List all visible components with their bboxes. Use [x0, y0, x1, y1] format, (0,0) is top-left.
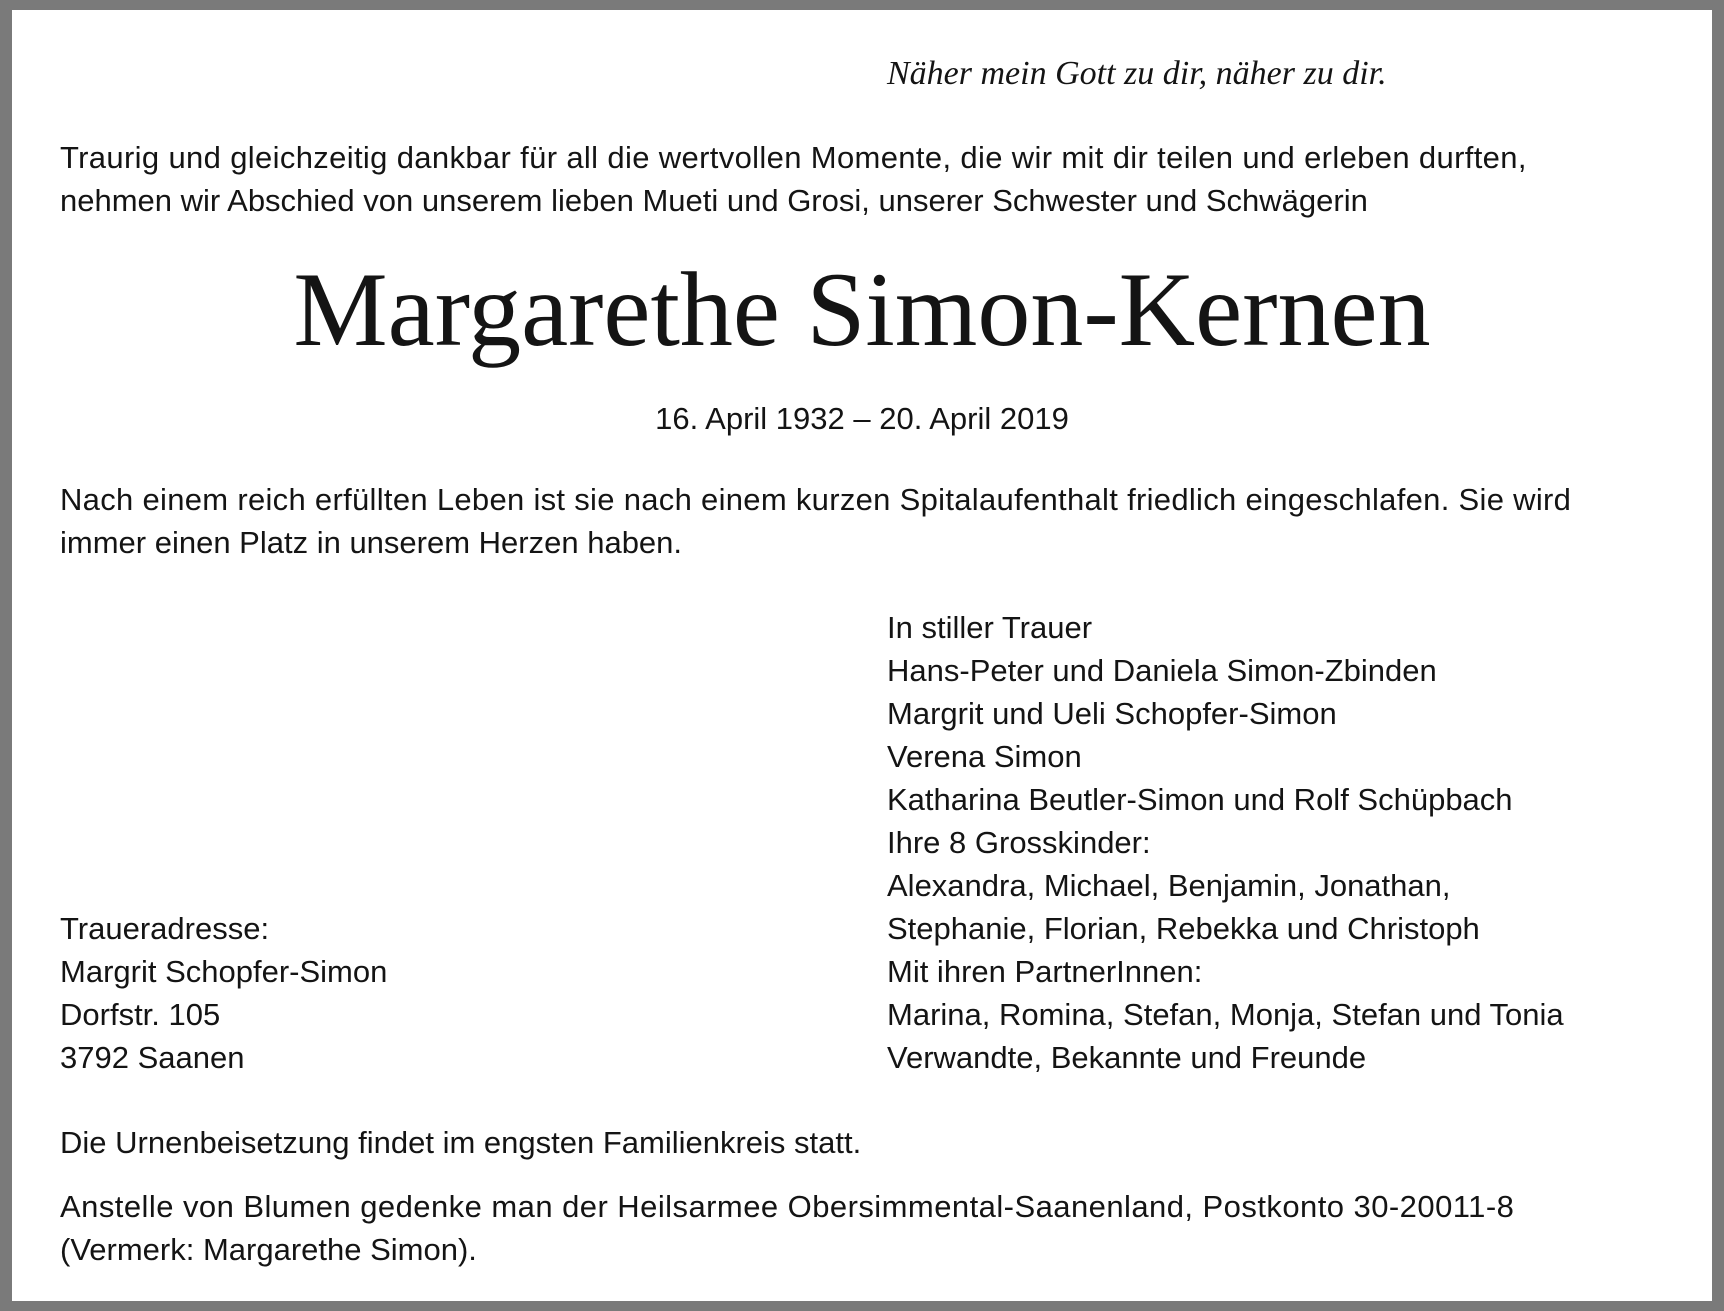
mourner-line: Verwandte, Bekannte und Freunde [887, 1040, 1367, 1075]
body-line: Nach einem reich erfüllten Leben ist sie nach einem kurzen Spitalaufenthalt friedlich eingeschlafen. Sie wird [60, 482, 1572, 517]
mourner-line: Alexandra, Michael, Benjamin, Jonathan, [887, 868, 1451, 903]
address-heading: Traueradresse: [60, 911, 270, 946]
mourners-list [887, 606, 1564, 1079]
mourner-line: Margrit und Ueli Schopfer-Simon [887, 696, 1337, 731]
mourning-address [60, 907, 387, 1079]
mourner-line: Marina, Romina, Stefan, Monja, Stefan und Tonia [887, 997, 1564, 1032]
donation-paragraph [60, 1185, 1674, 1271]
donation-line: (Vermerk: Margarethe Simon). [60, 1232, 477, 1267]
intro-line: Traurig und gleichzeitig dankbar für all die wertvollen Momente, die wir mit dir teilen und erleben durften, [60, 140, 1527, 175]
obituary-notice [12, 10, 1712, 1301]
mourner-line: Hans-Peter und Daniela Simon-Zbinden [887, 653, 1437, 688]
body-line: immer einen Platz in unserem Herzen haben. [60, 525, 683, 560]
address-line: 3792 Saanen [60, 1040, 245, 1075]
mourner-line: Ihre 8 Grosskinder: [887, 825, 1151, 860]
mourners-heading: In stiller Trauer [887, 610, 1093, 645]
donation-line: Anstelle von Blumen gedenke man der Heilsarmee Obersimmental-Saanenland, Postkonto 30-20011-8 [60, 1189, 1515, 1224]
address-line: Margrit Schopfer-Simon [60, 954, 388, 989]
mourner-line: Katharina Beutler-Simon und Rolf Schüpbach [887, 782, 1513, 817]
body-paragraph [60, 478, 1674, 564]
address-line: Dorfstr. 105 [60, 997, 221, 1032]
intro-line: nehmen wir Abschied von unserem lieben Mueti und Grosi, unserer Schwester und Schwägerin [60, 183, 1368, 218]
life-dates: 16. April 1932 – 20. April 2019 [655, 401, 1069, 436]
mourner-line: Stephanie, Florian, Rebekka und Christoph [887, 911, 1480, 946]
mourner-line: Verena Simon [887, 739, 1082, 774]
motto: Näher mein Gott zu dir, näher zu dir. [887, 55, 1387, 92]
intro-paragraph [60, 136, 1674, 222]
mourner-line: Mit ihren PartnerInnen: [887, 954, 1203, 989]
deceased-name: Margarethe Simon-Kernen [293, 251, 1431, 368]
urn-notice: Die Urnenbeisetzung findet im engsten Familienkreis statt. [60, 1125, 862, 1160]
